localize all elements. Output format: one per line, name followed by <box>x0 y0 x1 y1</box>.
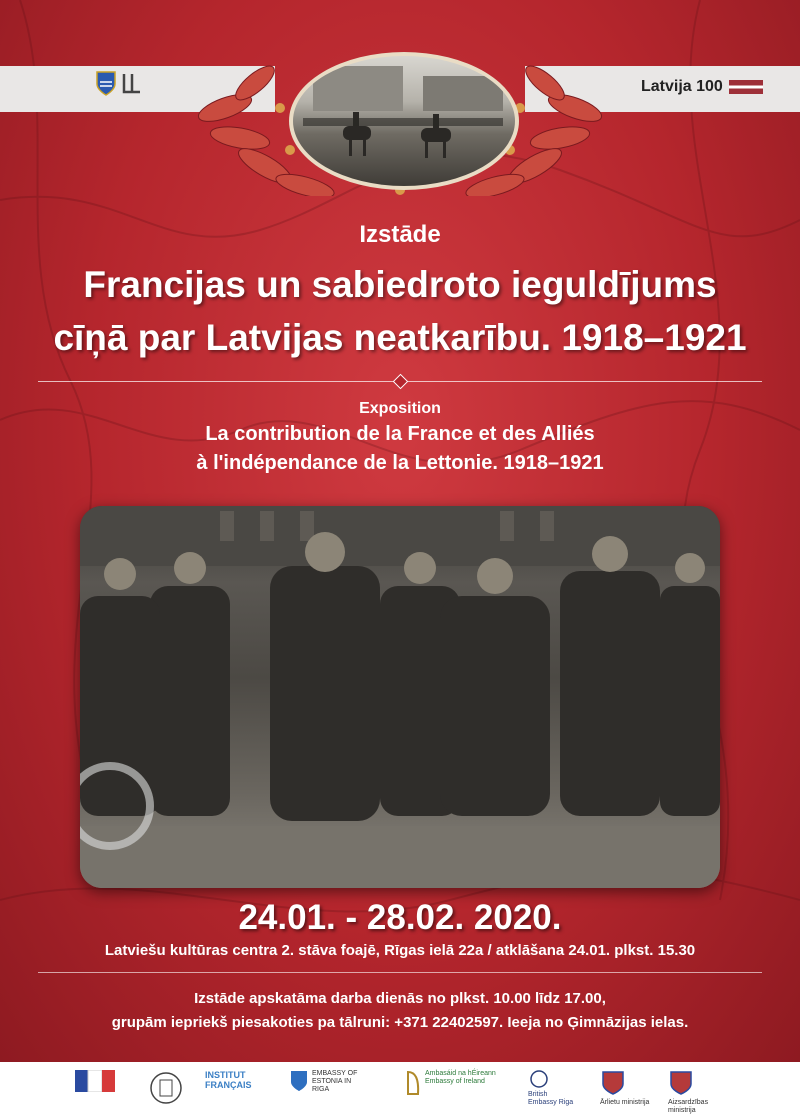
institut-francais-text: INSTITUT FRANÇAIS <box>205 1070 252 1090</box>
defence-ministry-logo <box>668 1070 728 1114</box>
opening-hours-line-2: grupām iepriekš piesakoties pa tālruni: +371 22402597. Ieeja no Ģimnāzijas ielas. <box>111 1014 689 1031</box>
latvija-100-text: Latvija 1 <box>641 78 706 95</box>
opening-hours-line-1: Izstāde apskatāma darba dienās no plkst. 10.00 līdz 17.00, <box>194 990 606 1007</box>
ministry-emblem-icon <box>150 1070 182 1106</box>
defence-ministry-text: Aizsardzības ministrija <box>668 1099 709 1114</box>
latvia-coat-icon <box>668 1070 694 1096</box>
ireland-embassy-text: Ambasáid na hÉireann Embassy of Ireland <box>425 1070 496 1085</box>
latvia-coat-icon <box>600 1070 626 1096</box>
estonia-embassy-logo <box>290 1070 370 1110</box>
ministry-emblem-logo <box>150 1070 182 1110</box>
cavalry-photo <box>289 52 519 190</box>
coat-of-arms-icon <box>96 70 116 96</box>
event-place: Latviešu kultūras centra 2. stāva foajē, Rīgas ielā 22a / atklāšana 24.01. plkst. 15.30 <box>104 942 696 959</box>
harp-icon <box>405 1070 421 1096</box>
estonia-embassy-icon <box>290 1070 308 1092</box>
latvian-flag-icon <box>729 80 763 94</box>
title-line-1: Francijas un sabiedroto ieguldījums <box>83 264 717 305</box>
title-line-2: cīņā par Latvijas neatkarību. 1918–1921 <box>53 317 747 358</box>
exposition-label: Exposition <box>359 400 441 417</box>
foreign-ministry-text: Ārlietu ministrija <box>600 1099 650 1106</box>
latvija-100-logo <box>641 78 763 96</box>
french-title-line-1: La contribution de la France et des Alliés <box>205 423 595 445</box>
british-crest-icon <box>528 1070 550 1088</box>
officers-photo <box>80 506 720 888</box>
exhibition-label: Izstāde <box>359 221 441 248</box>
cavalry-photo-content <box>293 56 515 186</box>
ireland-embassy-logo <box>405 1070 505 1110</box>
info-divider <box>38 972 762 973</box>
french-republic-logo <box>75 1070 115 1110</box>
french-title-line-2: à l'indépendance de la Lettonie. 1918–1921 <box>196 452 604 474</box>
university-logo-icon <box>121 72 143 94</box>
french-republic-icon <box>75 1070 115 1092</box>
british-embassy-text: British Embassy Riga <box>528 1091 574 1106</box>
latvija-100-suffix: 00 <box>705 78 723 95</box>
foreign-ministry-logo <box>600 1070 650 1110</box>
institut-francais-logo <box>205 1070 265 1110</box>
officers-photo-content <box>80 506 720 888</box>
british-embassy-logo <box>528 1070 578 1110</box>
estonia-embassy-text: EMBASSY OF ESTONIA IN RIGA <box>312 1070 358 1093</box>
event-dates: 24.01. - 28.02. 2020. <box>238 898 562 937</box>
